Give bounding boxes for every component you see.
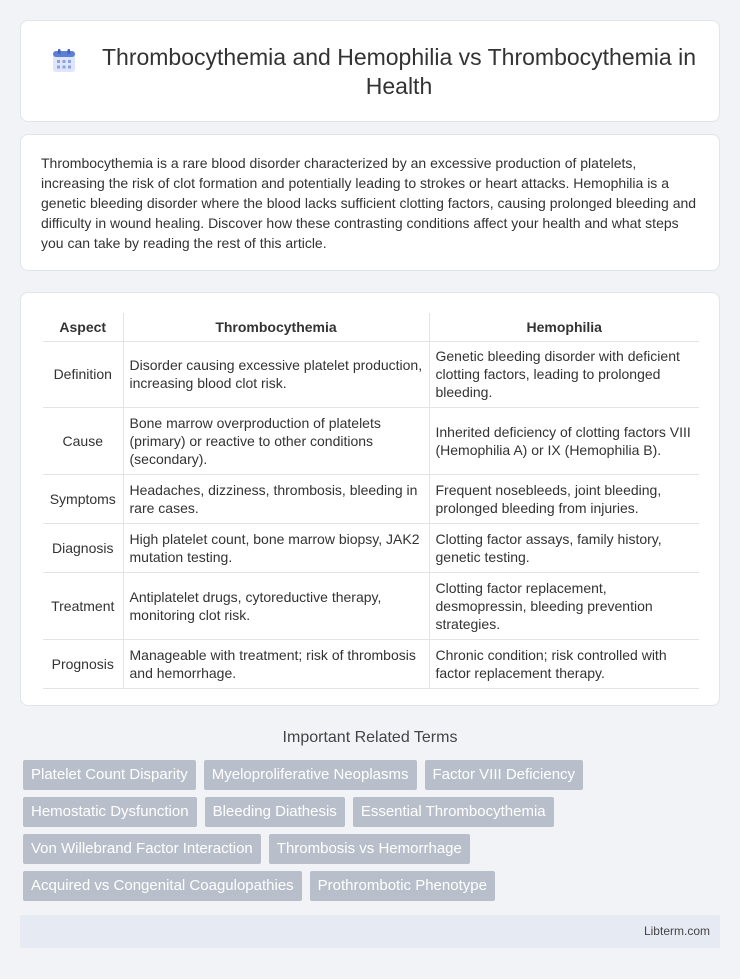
row-thrombocythemia: High platelet count, bone marrow biopsy, JAK2 mutation testing. xyxy=(123,523,429,572)
row-aspect: Prognosis xyxy=(43,639,123,688)
header-hemophilia: Hemophilia xyxy=(429,313,699,341)
row-thrombocythemia: Bone marrow overproduction of platelets (primary) or reactive to other conditions (secondary). xyxy=(123,407,429,474)
row-aspect: Treatment xyxy=(43,572,123,639)
intro-card xyxy=(20,134,720,271)
related-term-tag[interactable]: Essential Thrombocythemia xyxy=(353,797,554,827)
row-hemophilia: Inherited deficiency of clotting factors VIII (Hemophilia A) or IX (Hemophilia B). xyxy=(429,407,699,474)
related-terms-list xyxy=(23,760,723,901)
row-hemophilia: Genetic bleeding disorder with deficient clotting factors, leading to prolonged bleeding. xyxy=(429,341,699,407)
intro-paragraph: Thrombocythemia is a rare blood disorder characterized by an excessive production of platelets, increasing the risk of clot formation and potentially leading to strokes or heart attacks. Hemophilia is a genetic bleeding disorder where the blood lacks sufficient clotting factors, causing prolonged bleeding and difficulty in wound healing. Discover how these contrasting conditions affect your health and what steps you can take by reading the rest of this article. xyxy=(41,155,697,251)
row-hemophilia: Chronic condition; risk controlled with factor replacement therapy. xyxy=(429,639,699,688)
table-row xyxy=(43,523,699,572)
related-term-tag[interactable]: Thrombosis vs Hemorrhage xyxy=(269,834,470,864)
related-term-tag[interactable]: Prothrombotic Phenotype xyxy=(310,871,495,901)
related-terms-title: Important Related Terms xyxy=(282,729,458,746)
row-aspect: Cause xyxy=(43,407,123,474)
table-header-row xyxy=(43,313,699,341)
table-row xyxy=(43,407,699,474)
row-thrombocythemia: Disorder causing excessive platelet production, increasing blood clot risk. xyxy=(123,341,429,407)
related-term-tag[interactable]: Acquired vs Congenital Coagulopathies xyxy=(23,871,302,901)
comparison-table xyxy=(43,313,699,689)
row-aspect: Definition xyxy=(43,341,123,407)
row-hemophilia: Frequent nosebleeds, joint bleeding, prolonged bleeding from injuries. xyxy=(429,474,699,523)
footer-site-link[interactable]: Libterm.com xyxy=(643,924,710,938)
calendar-icon xyxy=(51,48,77,74)
row-aspect: Symptoms xyxy=(43,474,123,523)
table-row xyxy=(43,341,699,407)
row-hemophilia: Clotting factor assays, family history, genetic testing. xyxy=(429,523,699,572)
title-card xyxy=(20,20,720,122)
header-thrombocythemia: Thrombocythemia xyxy=(123,313,429,341)
related-term-tag[interactable]: Bleeding Diathesis xyxy=(205,797,345,827)
related-term-tag[interactable]: Hemostatic Dysfunction xyxy=(23,797,197,827)
related-term-tag[interactable]: Factor VIII Deficiency xyxy=(425,760,584,790)
page-title: Thrombocythemia and Hemophilia vs Thrombocythemia in Health xyxy=(101,44,696,99)
table-row xyxy=(43,572,699,639)
row-thrombocythemia: Manageable with treatment; risk of thrombosis and hemorrhage. xyxy=(123,639,429,688)
related-term-tag[interactable]: Von Willebrand Factor Interaction xyxy=(23,834,261,864)
footer xyxy=(20,915,720,948)
row-hemophilia: Clotting factor replacement, desmopressin, bleeding prevention strategies. xyxy=(429,572,699,639)
table-row xyxy=(43,639,699,688)
row-thrombocythemia: Antiplatelet drugs, cytoreductive therapy, monitoring clot risk. xyxy=(123,572,429,639)
row-thrombocythemia: Headaches, dizziness, thrombosis, bleeding in rare cases. xyxy=(123,474,429,523)
table-row xyxy=(43,474,699,523)
related-term-tag[interactable]: Myeloproliferative Neoplasms xyxy=(204,760,417,790)
related-term-tag[interactable]: Platelet Count Disparity xyxy=(23,760,196,790)
row-aspect: Diagnosis xyxy=(43,523,123,572)
header-aspect: Aspect xyxy=(43,313,123,341)
comparison-card xyxy=(20,292,720,706)
